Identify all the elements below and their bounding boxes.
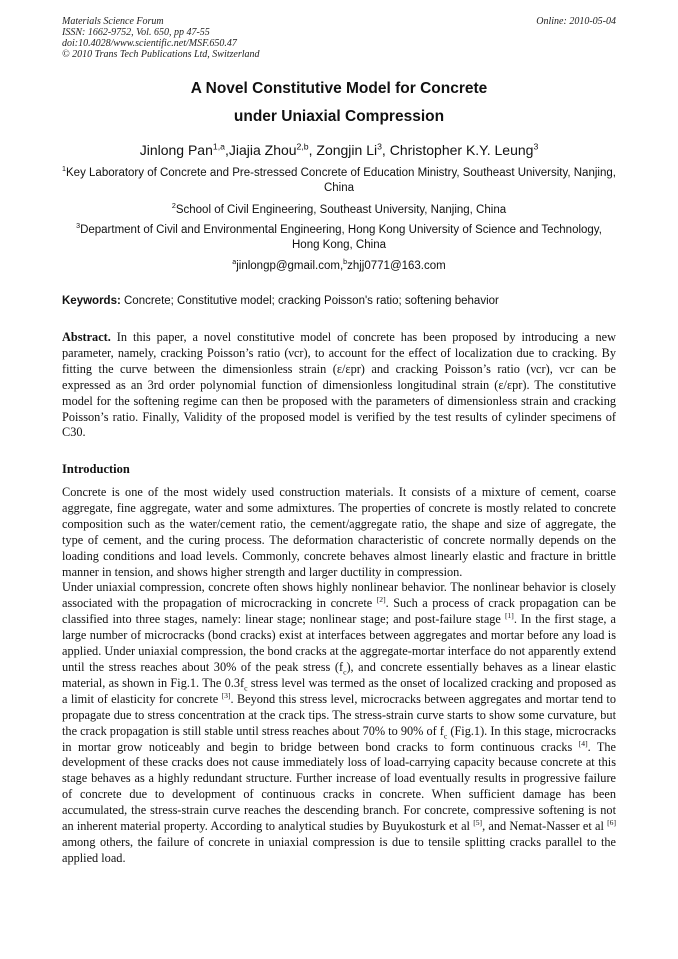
text-run: . Beyond this stress level, microcracks between aggregates and mortar tend to propagate due to stress concentration at the crack tips. The stress-strain curve starts to show some curvature, but the crack propagation is still stable until stress reaches about 70% to 90% of f xyxy=(62,691,616,738)
affiliation-number: 3 xyxy=(76,222,81,231)
text-run: , and Nemat-Nasser et al xyxy=(482,819,608,834)
issn-line: ISSN: 1662-9752, Vol. 650, pp 47-55 xyxy=(62,27,210,38)
author-affiliation-mark: 1,a xyxy=(212,141,225,152)
introduction-body xyxy=(62,485,616,867)
journal-name: Materials Science Forum xyxy=(62,16,164,27)
author-name: Jiajia Zhou xyxy=(228,142,297,158)
keywords-text: Concrete; Constitutive model; cracking Poisson's ratio; softening behavior xyxy=(124,295,499,307)
online-date: Online: 2010-05-04 xyxy=(536,16,616,27)
author-name: Jinlong Pan xyxy=(139,142,213,158)
citation: [2] xyxy=(376,595,386,605)
abstract-label: Abstract. xyxy=(62,330,111,344)
author-affiliation-mark: 2,b xyxy=(296,141,309,152)
journal-header xyxy=(62,16,616,60)
intro-paragraph-2 xyxy=(62,580,616,866)
abstract-text: In this paper, a novel constitutive model of concrete has been proposed by introducing a new parameter, namely, cracking Poisson’s ratio (νcr), to account for the effect of localization due to cracking. By fitting the curve between the dimensionless strain (ε/εpr) and cracking Poisson’s ratio (νcr), νcr can be expressed as an 3rd order polynomial function of dimensionless longitudinal strain (ε/εpr). The constitutive model for the softening regime can then be proposed with the parameters of dimensionless strain and cracking Poisson’s ratio. Finally, Validity of the proposed model is verified by the test results of cylinder specimens of C30. xyxy=(62,330,616,440)
doi-line: doi:10.4028/www.scientific.net/MSF.650.47 xyxy=(62,38,237,49)
abstract xyxy=(62,330,616,441)
affiliation-2 xyxy=(62,203,616,218)
author-separator: , xyxy=(381,142,390,158)
author-emails xyxy=(62,259,616,274)
author-affiliation-mark: 3 xyxy=(533,141,539,152)
text-run: . In the first stage, a large number of microcracks (bond cracks) exist at interfaces between aggregates and mortar before any load is applied. Under uniaxial compression, the bond cracks at the aggregate-mortar interface do not apparently extend until the stress reaches about 30% of the peak stress (f xyxy=(62,612,616,674)
author-separator: , xyxy=(308,142,317,158)
subscript: c xyxy=(244,683,248,693)
paper-title-line-2: under Uniaxial Compression xyxy=(233,108,445,125)
author-name: Christopher K.Y. Leung xyxy=(389,142,534,158)
citation: [4] xyxy=(578,738,588,748)
text-run: stress level was termed as the onset of localized cracking and proposed as a limit of elasticity for concrete xyxy=(62,675,616,706)
intro-paragraph-1: Concrete is one of the most widely used construction materials. It consists of a mixture of cement, coarse aggregate, fine aggregate, water and some admixtures. The properties of concrete is mostly related to concrete composition such as the water/cement ratio, the cement/aggregate ratio, the shape and size of aggregate, the type of cement, and the curing process. The deformation characteristic of concrete normally depends on the loading conditions and load levels. Commonly, concrete behaves almost linearly elastic and fracture in brittle manner in tension, and shows higher strength and larger ductility in compression. xyxy=(62,485,616,579)
author-name: Zongjin Li xyxy=(316,142,378,158)
affiliation-text: Department of Civil and Environmental Engineering, Hong Kong University of Science and Technology, Hong Kong, China xyxy=(80,224,602,251)
text-run: . The development of these cracks does not cause immediately loss of load-carrying capacity because concrete at this stage behaves as a highly redundant structure. Further increase of load eventually results in progressive failure of concrete due to development of continuous cracks in concrete. When sufficient damage has been accumulated, the stress-strain curve reaches the descending branch. For concrete, compressive softening is not an inherent material property. According to analytical studies by Buyukosturk et al xyxy=(62,739,616,834)
copyright-line: © 2010 Trans Tech Publications Ltd, Switzerland xyxy=(62,49,260,60)
email-b: zhjj0771@163.com xyxy=(347,260,446,272)
text-run: (Fig.1). In this stage, microcracks in mortar grow noticeably and begin to bridge between bond cracks to form continuous cracks xyxy=(62,723,616,754)
author-separator: , xyxy=(224,142,229,158)
author-list xyxy=(0,142,678,158)
email-a: jinlongp@gmail.com, xyxy=(236,260,344,272)
affiliation-1 xyxy=(62,166,616,196)
text-run: Under uniaxial compression, concrete often shows highly nonlinear behavior. The nonlinear behavior is closely associated with the propagation of microcracking in concrete xyxy=(62,580,616,611)
subscript: c xyxy=(443,731,448,741)
text-run: . Such a process of crack propagation can be classified into three stages, namely: linear stage; nonlinear stage; and post-failure stage xyxy=(62,596,616,627)
text-run: among others, the failure of concrete in uniaxial compression is due to tensile splitting cracks parallel to the applied load. xyxy=(62,834,616,865)
affiliation-3 xyxy=(62,223,616,253)
subscript: c xyxy=(343,667,347,677)
affiliation-number: 2 xyxy=(171,202,176,211)
citation: [5] xyxy=(473,817,483,827)
keywords-label: Keywords: xyxy=(62,295,121,307)
author-affiliation-mark: 3 xyxy=(377,141,382,152)
affiliation-text: School of Civil Engineering, Southeast University, Nanjing, China xyxy=(175,204,507,216)
citation: [1] xyxy=(504,611,514,621)
citation: [3] xyxy=(221,690,231,700)
citation: [6] xyxy=(607,817,616,827)
text-run: ), and concrete essentially behaves as a linear elastic material, as shown in Fig.1. The 0.3f xyxy=(62,659,616,690)
paper-title-line-1: A Novel Constitutive Model for Concrete xyxy=(190,80,488,97)
email-mark: a xyxy=(232,258,237,267)
section-heading-introduction: Introduction xyxy=(62,462,130,476)
affiliation-text: Key Laboratory of Concrete and Pre-stressed Concrete of Education Ministry, Southeast University, Nanjing, China xyxy=(66,167,616,194)
email-mark: b xyxy=(343,258,348,267)
keywords xyxy=(62,295,616,307)
affiliation-number: 1 xyxy=(62,165,67,174)
